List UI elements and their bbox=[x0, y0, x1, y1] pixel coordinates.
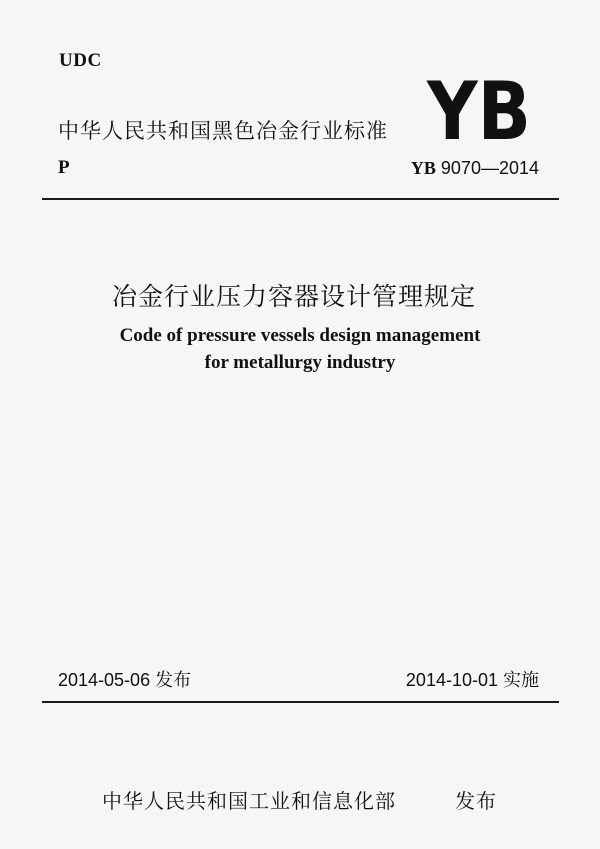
standard-category-title: 中华人民共和国黑色冶金行业标准 bbox=[58, 119, 388, 143]
implementation-date: 2014-10-01 实施 bbox=[405, 670, 539, 690]
bottom-divider bbox=[42, 701, 559, 703]
standard-number-value: 9070—2014 bbox=[440, 158, 539, 178]
issued-label: 发布 bbox=[455, 789, 497, 813]
yb-logo-text: YB bbox=[426, 65, 531, 158]
document-title-chinese: 冶金行业压力容器设计管理规定 bbox=[111, 282, 476, 311]
standard-prefix: YB bbox=[410, 158, 436, 178]
issue-date: 2014-05-06 发布 bbox=[58, 670, 192, 690]
standard-number bbox=[411, 158, 539, 179]
document-title-english-line1: Code of pressure vessels design management bbox=[119, 325, 481, 346]
top-divider bbox=[42, 198, 559, 200]
document-title-english-line2: for metallurgy industry bbox=[204, 352, 396, 373]
udc-label: UDC bbox=[59, 50, 102, 71]
issuing-authority: 中华人民共和国工业和信息化部 bbox=[102, 789, 396, 813]
yb-logo bbox=[426, 65, 532, 158]
classification-code: P bbox=[58, 157, 70, 178]
